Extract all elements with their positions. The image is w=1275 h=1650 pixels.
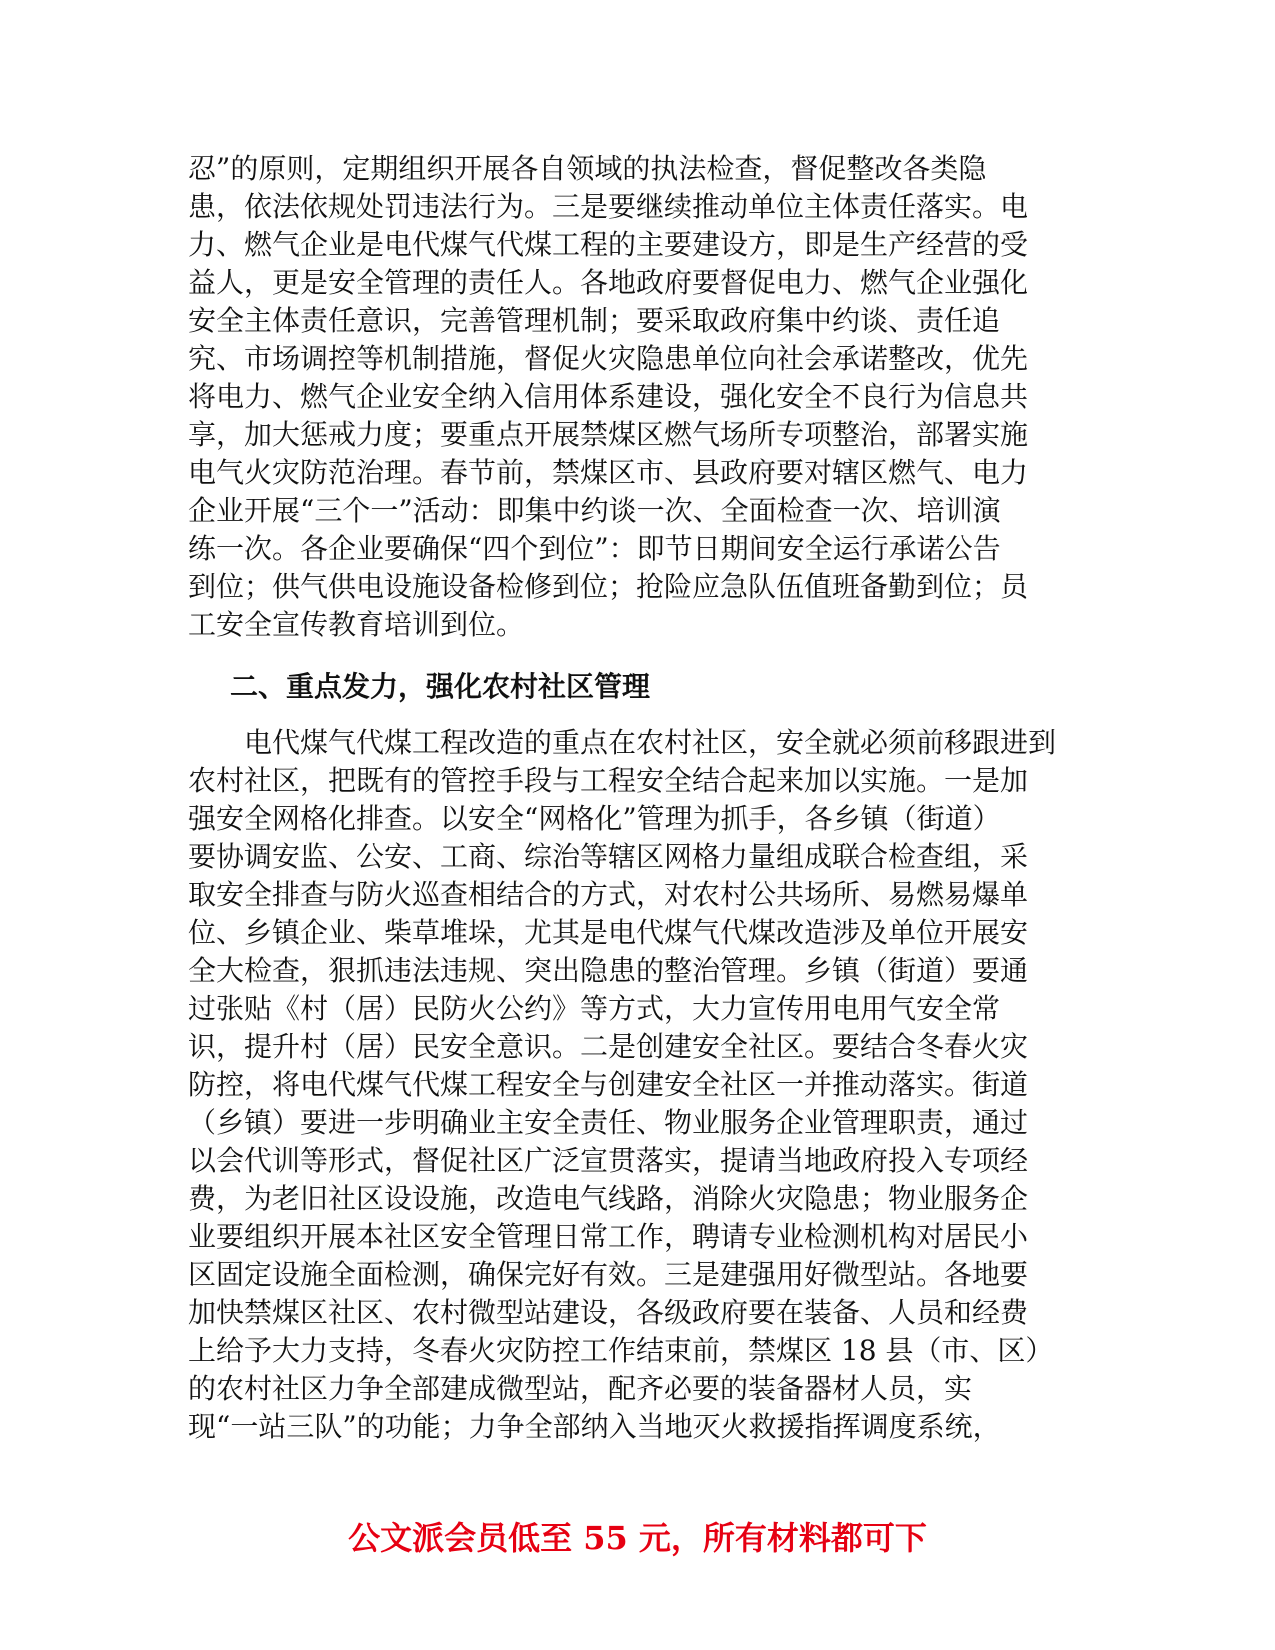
paragraph-line: 将电力、燃气企业安全纳入信用体系建设，强化安全不良行为信息共 (188, 380, 1029, 413)
paragraph-line: 区固定设施全面检测，确保完好有效。三是建强用好微型站。各地要 (188, 1258, 1029, 1291)
paragraph-line: 现“一站三队”的功能；力争全部纳入当地灭火救援指挥调度系统， (188, 1410, 1001, 1443)
paragraph-line: 安全主体责任意识，完善管理机制；要采取政府集中约谈、责任追 (188, 304, 1001, 337)
paragraph-line: 识，提升村（居）民安全意识。二是创建安全社区。要结合冬春火灾 (188, 1030, 1029, 1063)
paragraph-line: 以会代训等形式，督促社区广泛宣贯落实，提请当地政府投入专项经 (188, 1144, 1029, 1177)
paragraph-line: 企业开展“三个一”活动：即集中约谈一次、全面检查一次、培训演 (188, 494, 1001, 527)
paragraph-line: 强安全网格化排查。以安全“网格化”管理为抓手，各乡镇（街道） (188, 802, 1001, 835)
paragraph-line: 过张贴《村（居）民防火公约》等方式，大力宣传用电用气安全常 (188, 992, 1001, 1025)
section-heading: 二、重点发力，强化农村社区管理 (230, 670, 651, 703)
paragraph-line: 练一次。各企业要确保“四个到位”：即节日期间安全运行承诺公告 (188, 532, 1001, 565)
membership-ad-link[interactable]: 公文派会员低至 55 元，所有材料都可下 (348, 1519, 927, 1557)
paragraph-continued (188, 150, 1078, 644)
paragraph-line: 究、市场调控等机制措施，督促火灾隐患单位向社会承诺整改，优先 (188, 342, 1029, 375)
paragraph-line: 电代煤气代煤工程改造的重点在农村社区，安全就必须前移跟进到 (188, 726, 1057, 759)
paragraph-line: 全大检查，狠抓违法违规、突出隐患的整治管理。乡镇（街道）要通 (188, 954, 1029, 987)
paragraph-line: 要协调安监、公安、工商、综治等辖区网格力量组成联合检查组，采 (188, 840, 1029, 873)
paragraph-line: 农村社区，把既有的管控手段与工程安全结合起来加以实施。一是加 (188, 764, 1029, 797)
paragraph-line: 上给予大力支持，冬春火灾防控工作结束前，禁煤区 18 县（市、区） (188, 1334, 1054, 1367)
paragraph-line: 加快禁煤区社区、农村微型站建设，各级政府要在装备、人员和经费 (188, 1296, 1029, 1329)
paragraph-line: 益人，更是安全管理的责任人。各地政府要督促电力、燃气企业强化 (188, 266, 1029, 299)
paragraph-line: 力、燃气企业是电代煤气代煤工程的主要建设方，即是生产经营的受 (188, 228, 1029, 261)
paragraph-line: 的农村社区力争全部建成微型站，配齐必要的装备器材人员，实 (188, 1372, 973, 1405)
paragraph-line: 到位；供气供电设施设备检修到位；抢险应急队伍值班备勤到位；员 (188, 570, 1029, 603)
paragraph-line: 防控，将电代煤气代煤工程安全与创建安全社区一并推动落实。街道 (188, 1068, 1029, 1101)
paragraph-line: 工安全宣传教育培训到位。 (188, 608, 525, 641)
paragraph-line: 享，加大惩戒力度；要重点开展禁煤区燃气场所专项整治，部署实施 (188, 418, 1029, 451)
paragraph-line: 业要组织开展本社区安全管理日常工作，聘请专业检测机构对居民小 (188, 1220, 1029, 1253)
paragraph-line: 患，依法依规处罚违法行为。三是要继续推动单位主体责任落实。电 (188, 190, 1029, 223)
paragraph-line: 忍”的原则，定期组织开展各自领域的执法检查，督促整改各类隐 (188, 152, 987, 185)
paragraph-line: 取安全排查与防火巡查相结合的方式，对农村公共场所、易燃易爆单 (188, 878, 1029, 911)
paragraph-line: 电气火灾防范治理。春节前，禁煤区市、县政府要对辖区燃气、电力 (188, 456, 1029, 489)
paragraph-line: 位、乡镇企业、柴草堆垛，尤其是电代煤气代煤改造涉及单位开展安 (188, 916, 1029, 949)
paragraph-line: （乡镇）要进一步明确业主安全责任、物业服务企业管理职责，通过 (188, 1106, 1029, 1139)
paragraph-line: 费，为老旧社区设设施，改造电气线路，消除火灾隐患；物业服务企 (188, 1182, 1029, 1215)
paragraph-rural-community (188, 724, 1078, 1446)
